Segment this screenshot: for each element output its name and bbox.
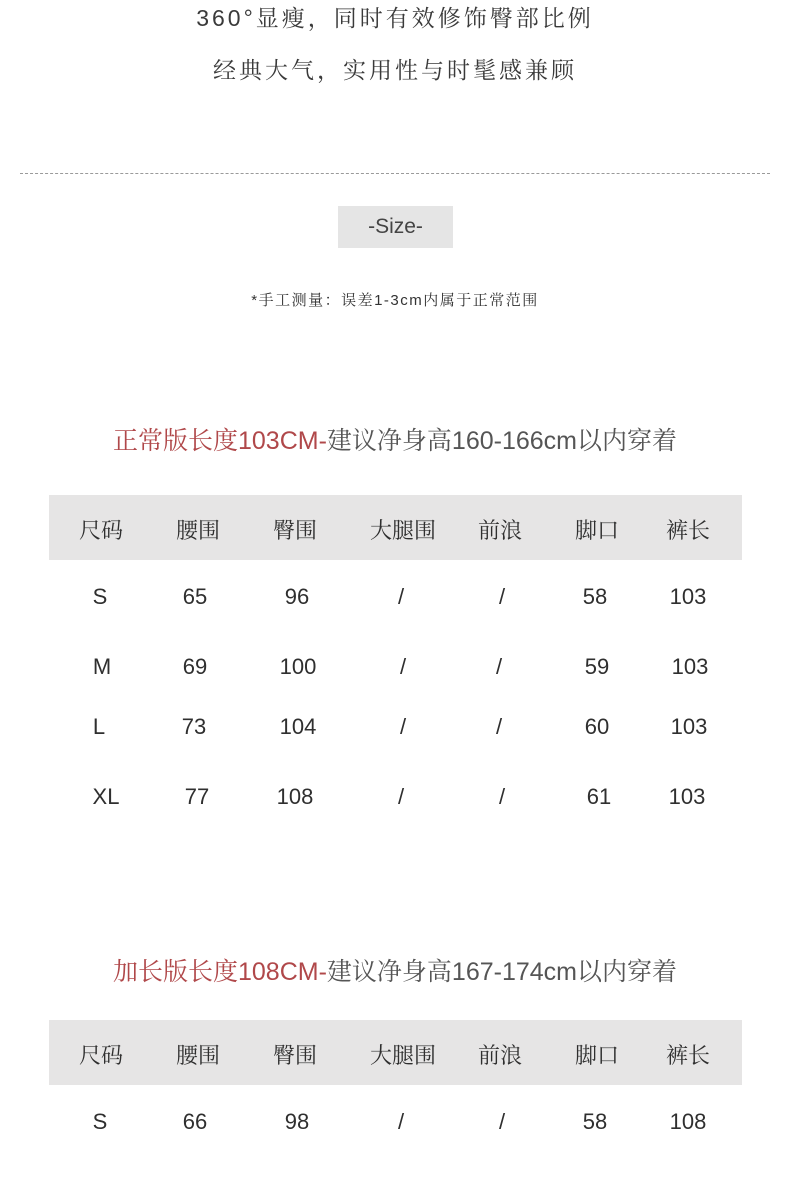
cell-thigh: / — [399, 654, 407, 679]
size-table-long — [49, 1020, 742, 1134]
cell-thigh: / — [397, 784, 405, 809]
header-cell-hip: 臀围 — [272, 518, 317, 543]
cell-thigh: / — [397, 1109, 405, 1134]
header-cell-size: 尺码 — [78, 518, 123, 543]
cell-size: S — [92, 584, 108, 609]
cell-thigh: / — [399, 714, 407, 739]
header-cell-leg-opening: 脚口 — [574, 518, 619, 543]
header-cell-thigh: 大腿围 — [369, 1043, 436, 1068]
cell-length: 103 — [671, 654, 709, 679]
section-title-accent: 加长版长度108CM- — [113, 958, 327, 986]
header-cell-front-rise: 前浪 — [477, 1043, 522, 1068]
cell-front-rise: / — [498, 784, 506, 809]
cell-waist: 69 — [182, 654, 208, 679]
dashed-divider — [20, 173, 770, 174]
cell-leg-opening: 61 — [586, 784, 612, 809]
cell-leg-opening: 58 — [582, 584, 608, 609]
header-cell-leg-opening: 脚口 — [574, 1043, 619, 1068]
measurement-note: *手工测量：误差1-3cm内属于正常范围 — [251, 292, 539, 309]
cell-size: XL — [92, 784, 120, 809]
cell-leg-opening: 60 — [584, 714, 610, 739]
intro-line-1: 360°显瘦，同时有效修饰臀部比例 — [196, 5, 594, 31]
cell-size: M — [92, 654, 112, 679]
cell-front-rise: / — [498, 584, 506, 609]
table-header — [49, 495, 742, 560]
cell-front-rise: / — [495, 654, 503, 679]
header-cell-hip: 臀围 — [272, 1043, 317, 1068]
header-cell-front-rise: 前浪 — [477, 518, 522, 543]
cell-length: 103 — [669, 584, 707, 609]
section-title-long — [0, 952, 790, 988]
header-cell-waist: 腰围 — [175, 1043, 220, 1068]
cell-length: 103 — [670, 714, 708, 739]
cell-hip: 108 — [276, 784, 314, 809]
cell-front-rise: / — [495, 714, 503, 739]
header-cell-waist: 腰围 — [175, 518, 220, 543]
section-title-accent: 正常版长度103CM- — [113, 427, 327, 455]
section-title-rest: 建议净身高160-166cm以内穿着 — [326, 427, 677, 455]
cell-hip: 100 — [279, 654, 317, 679]
size-badge: -Size- — [338, 206, 453, 248]
section-title-rest: 建议净身高167-174cm以内穿着 — [326, 958, 677, 986]
table-header — [49, 1020, 742, 1085]
header-cell-thigh: 大腿围 — [369, 518, 436, 543]
cell-hip: 104 — [279, 714, 317, 739]
cell-hip: 98 — [284, 1109, 310, 1134]
cell-size: S — [92, 1109, 108, 1134]
cell-waist: 66 — [182, 1109, 208, 1134]
cell-leg-opening: 58 — [582, 1109, 608, 1134]
section-title-regular — [0, 421, 790, 457]
size-table-regular — [49, 495, 742, 809]
header-cell-length: 裤长 — [665, 518, 710, 543]
cell-front-rise: / — [498, 1109, 506, 1134]
cell-length: 108 — [669, 1109, 707, 1134]
cell-length: 103 — [668, 784, 706, 809]
intro-line-2: 经典大气，实用性与时髦感兼顾 — [213, 57, 577, 83]
cell-hip: 96 — [284, 584, 310, 609]
cell-size: L — [92, 714, 106, 739]
header-cell-length: 裤长 — [665, 1043, 710, 1068]
cell-waist: 77 — [184, 784, 210, 809]
cell-waist: 65 — [182, 584, 208, 609]
cell-waist: 73 — [181, 714, 207, 739]
cell-leg-opening: 59 — [584, 654, 610, 679]
header-cell-size: 尺码 — [78, 1043, 123, 1068]
cell-thigh: / — [397, 584, 405, 609]
